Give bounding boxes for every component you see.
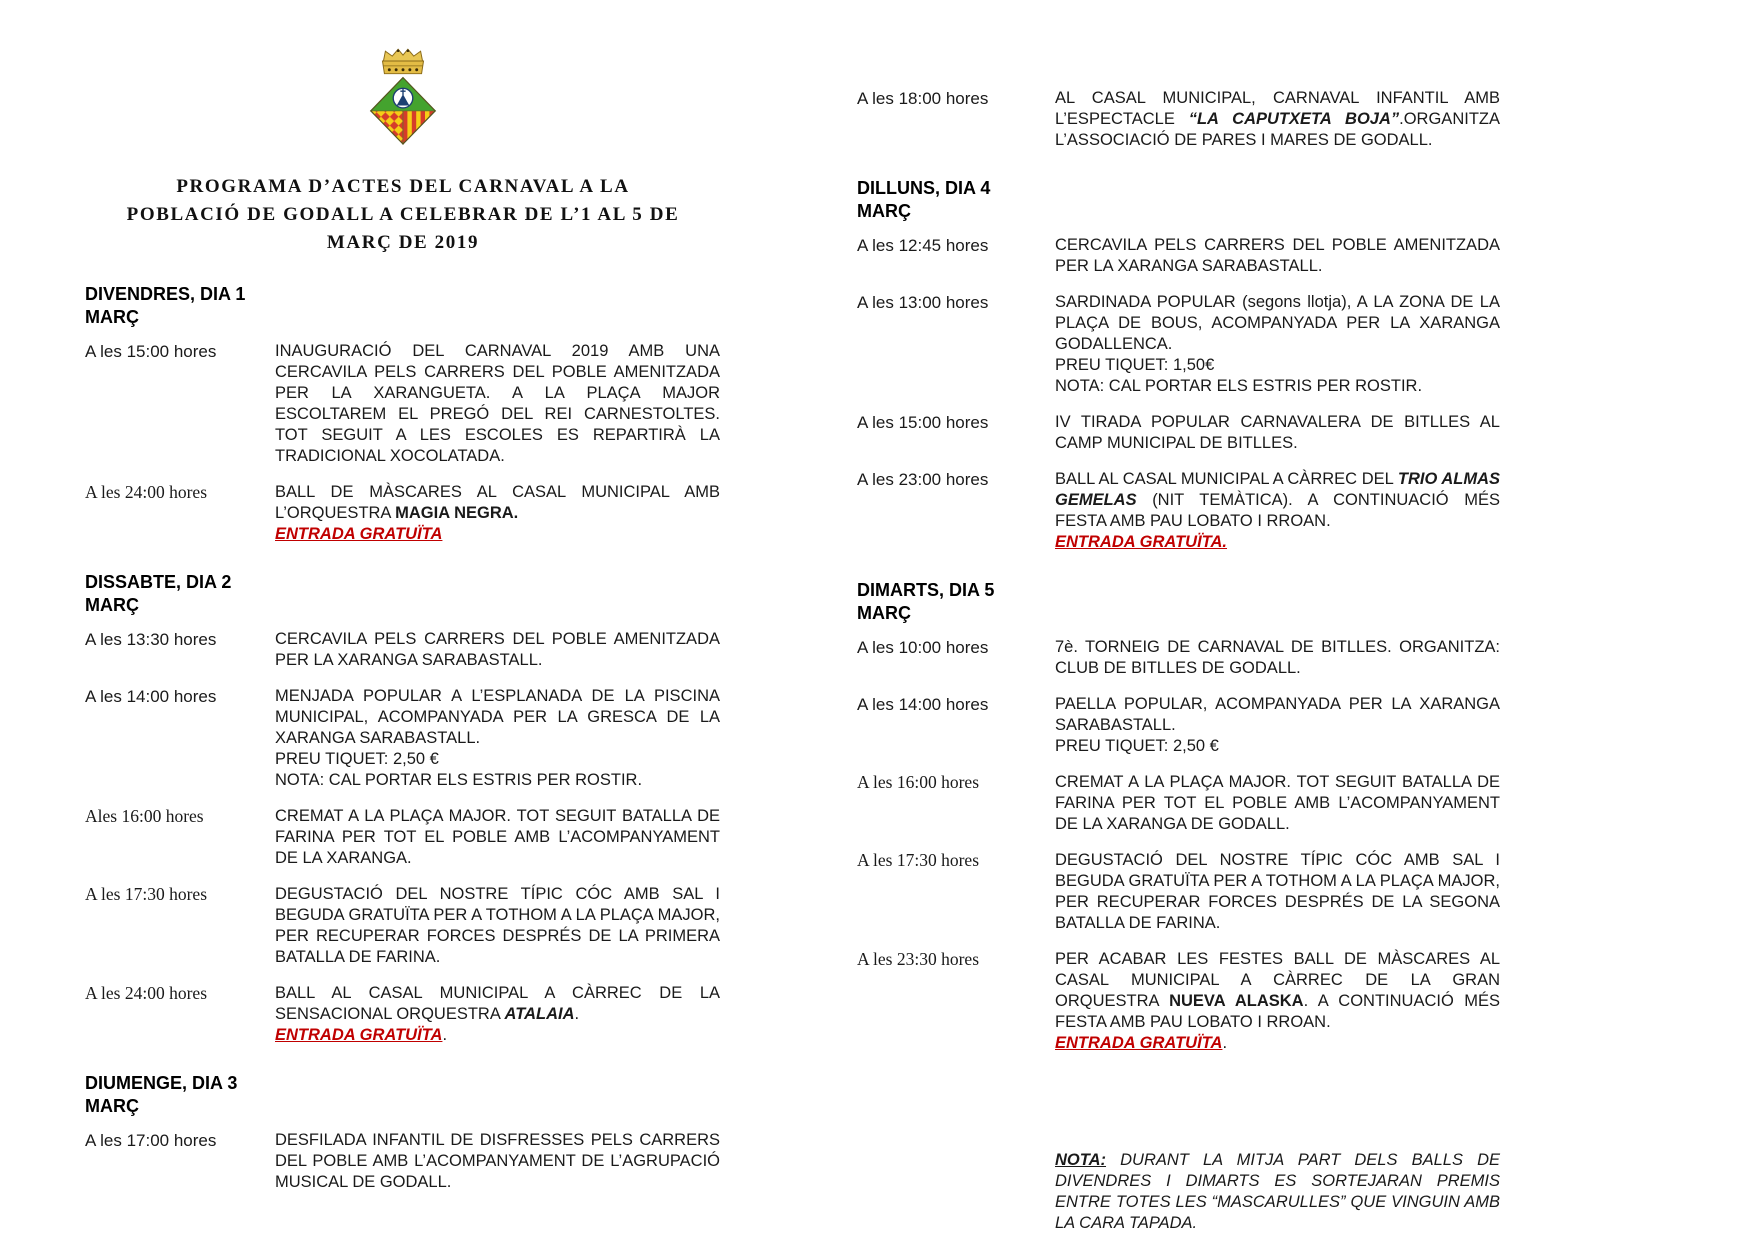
event-description	[275, 482, 720, 545]
event-time: A les 14:00 hores	[857, 695, 989, 714]
text-segment: NUEVA ALASKA	[1169, 992, 1304, 1010]
event-description	[275, 686, 720, 791]
event-description	[1055, 694, 1500, 757]
text-segment: AL CASAL MUNICIPAL, CARNAVAL INFANTIL AMB L’ESPECTACLE	[1055, 89, 1500, 128]
event-time: A les 13:30 hores	[85, 630, 217, 649]
day-header-line: DIVENDRES, DIA 1	[85, 284, 246, 304]
text-segment: ENTRADA GRATUÏTA	[275, 1026, 443, 1044]
text-segment: .ORGANITZA L’ASSOCIACIÓ DE PARES I MARES DE GODALL.	[1055, 110, 1500, 149]
crest-container	[85, 46, 721, 167]
event-row	[85, 482, 721, 545]
text-segment: PREU TIQUET: 1,50€	[1055, 356, 1215, 374]
event-description	[1055, 772, 1500, 835]
text-segment: MAGIA NEGRA.	[395, 504, 519, 522]
document-title	[85, 173, 721, 257]
event-time: A les 15:00 hores	[85, 342, 217, 361]
day-header	[85, 283, 721, 329]
text-segment: ENTRADA GRATUÏTA	[1055, 1034, 1223, 1052]
day-header-line: MARÇ	[85, 1096, 139, 1116]
title-line: POBLACIÓ DE GODALL A CELEBRAR DE L’1 AL 5 DE	[126, 204, 680, 225]
event-row	[857, 694, 1502, 757]
event-time: A les 17:30 hores	[85, 884, 208, 904]
event-row	[85, 806, 721, 869]
text-segment: ATALAIA	[504, 1005, 575, 1023]
text-segment: BALL AL CASAL MUNICIPAL A CÀRREC DEL	[1055, 470, 1398, 488]
event-row	[857, 949, 1502, 1054]
text-segment: PER ACABAR LES FESTES BALL DE MÀSCARES AL CASAL MUNICIPAL A CÀRREC DE LA GRAN ORQUESTRA	[1055, 950, 1500, 1010]
day-header-line: DIMARTS, DIA 5	[857, 580, 995, 600]
text-segment: BALL DE MÀSCARES AL CASAL MUNICIPAL AMB L’ORQUESTRA	[275, 483, 720, 522]
event-row	[85, 884, 721, 968]
godall-coat-of-arms-icon	[359, 46, 447, 162]
event-description	[275, 806, 720, 869]
event-row	[857, 235, 1502, 277]
text-segment: NOTA: CAL PORTAR ELS ESTRIS PER ROSTIR.	[1055, 377, 1423, 395]
event-description	[275, 983, 720, 1046]
event-description	[1055, 292, 1500, 397]
text-segment: (NIT TEMÀTICA). A CONTINUACIÓ MÉS FESTA AMB PAU LOBATO I RROAN.	[1055, 491, 1500, 530]
event-description	[275, 1130, 720, 1193]
text-segment: CREMAT A LA PLAÇA MAJOR. TOT SEGUIT BATALLA DE FARINA PER TOT EL POBLE AMB L’ACOMPANYAMENT DE LA XARANGA DE GODALL.	[1055, 773, 1500, 833]
text-segment: DURANT LA MITJA PART DELS BALLS DE DIVENDRES I DIMARTS ES SORTEJARAN PREMIS ENTRE TOTES LES “MASCARULLES” QUE VINGUIN AMB LA CARA TAPADA.	[1055, 1151, 1500, 1232]
day-header-line: MARÇ	[85, 595, 139, 615]
text-segment: “LA CAPUTXETA BOJA”	[1188, 110, 1400, 128]
event-row	[85, 629, 721, 671]
event-description	[1055, 850, 1500, 934]
event-time: A les 23:30 hores	[857, 949, 980, 969]
day-header	[85, 571, 721, 617]
text-segment: NOTA: CAL PORTAR ELS ESTRIS PER ROSTIR.	[275, 771, 643, 789]
text-segment: SARDINADA POPULAR (segons llotja), A LA ZONA DE LA PLAÇA DE BOUS, ACOMPANYADA PER LA XARANGA GODALLENCA.	[1055, 293, 1500, 353]
text-segment: CERCAVILA PELS CARRERS DEL POBLE AMENITZADA PER LA XARANGA SARABASTALL.	[1055, 236, 1500, 275]
event-description	[1055, 88, 1500, 151]
event-description	[1055, 949, 1500, 1054]
title-line: PROGRAMA D’ACTES DEL CARNAVAL A LA	[176, 176, 630, 197]
text-segment: CREMAT A LA PLAÇA MAJOR. TOT SEGUIT BATALLA DE FARINA PER TOT EL POBLE AMB L’ACOMPANYAMENT DE LA XARANGA.	[275, 807, 720, 867]
text-segment: TRIO ALMAS GEMELAS	[1055, 470, 1500, 509]
event-description	[1055, 637, 1500, 679]
text-segment: MENJADA POPULAR A L’ESPLANADA DE LA PISCINA MUNICIPAL, ACOMPANYADA PER LA GRESCA DE LA XARANGA SARABASTALL.	[275, 687, 720, 747]
day-header	[857, 579, 1502, 625]
event-row	[85, 686, 721, 791]
event-description	[1055, 469, 1500, 553]
text-segment: DEGUSTACIÓ DEL NOSTRE TÍPIC CÓC AMB SAL I BEGUDA GRATUÏTA PER A TOTHOM A LA PLAÇA MAJOR, PER RECUPERAR FORCES DESPRÉS DE LA SEGONA BATALLA DE FARINA.	[1055, 851, 1500, 932]
text-segment: .	[442, 1026, 448, 1044]
event-row	[857, 412, 1502, 454]
shield-icon	[371, 78, 436, 144]
text-segment: 7è. TORNEIG DE CARNAVAL DE BITLLES. ORGANITZA: CLUB DE BITLLES DE GODALL.	[1055, 638, 1500, 677]
text-segment: IV TIRADA POPULAR CARNAVALERA DE BITLLES AL CAMP MUNICIPAL DE BITLLES.	[1055, 413, 1500, 452]
day-header	[85, 1072, 721, 1118]
day-header-line: MARÇ	[85, 307, 139, 327]
day-header-line: DISSABTE, DIA 2	[85, 572, 232, 592]
note-text	[1055, 1150, 1500, 1234]
event-row	[857, 88, 1502, 151]
text-segment: INAUGURACIÓ DEL CARNAVAL 2019 AMB UNA CERCAVILA PELS CARRERS DEL POBLE AMENITZADA PER LA XARANGUETA. A LA PLAÇA MAJOR ESCOLTAREM EL PREGÓ DEL REI CARNESTOLTES. TOT SEGUIT A LES ESCOLES ES REPARTIRÀ LA TRADICIONAL XOCOLATADA.	[275, 342, 720, 465]
crown-icon	[382, 49, 423, 73]
text-segment: BALL AL CASAL MUNICIPAL A CÀRREC DE LA SENSACIONAL ORQUESTRA	[275, 984, 720, 1023]
text-segment: CERCAVILA PELS CARRERS DEL POBLE AMENITZADA PER LA XARANGA SARABASTALL.	[275, 630, 720, 669]
event-row	[85, 1130, 721, 1193]
event-row	[857, 637, 1502, 679]
event-description	[1055, 235, 1500, 277]
event-time: A les 17:30 hores	[857, 850, 980, 870]
event-description	[275, 884, 720, 968]
title-line: MARÇ DE 2019	[326, 232, 480, 253]
event-time: A les 15:00 hores	[857, 413, 989, 432]
event-time: A les 10:00 hores	[857, 638, 989, 657]
event-description	[1055, 412, 1500, 454]
left-column	[85, 0, 721, 1193]
day-header-line: DIUMENGE, DIA 3	[85, 1073, 238, 1093]
event-time: A les 16:00 hores	[857, 772, 980, 792]
event-time: A les 24:00 hores	[85, 983, 208, 1003]
event-row	[85, 341, 721, 467]
day-header-line: MARÇ	[857, 603, 911, 623]
text-segment: .	[1222, 1034, 1228, 1052]
text-segment: DESFILADA INFANTIL DE DISFRESSES PELS CARRERS DEL POBLE AMB L’ACOMPANYAMENT DE L’AGRUPACIÓ MUSICAL DE GODALL.	[275, 1131, 720, 1191]
event-time: A les 13:00 hores	[857, 293, 989, 312]
event-description	[275, 629, 720, 671]
note-row	[857, 1150, 1502, 1234]
roundel-icon	[393, 88, 413, 108]
event-description	[275, 341, 720, 467]
event-time: A les 18:00 hores	[857, 89, 989, 108]
text-segment: . A CONTINUACIÓ MÉS FESTA AMB PAU LOBATO I RROAN.	[1055, 992, 1501, 1031]
day-header-line: MARÇ	[857, 201, 911, 221]
event-time: A les 24:00 hores	[85, 482, 208, 502]
day-header	[857, 177, 1502, 223]
event-row	[857, 850, 1502, 934]
event-time: A les 14:00 hores	[85, 687, 217, 706]
text-segment: PREU TIQUET: 2,50 €	[275, 750, 439, 768]
text-segment: ENTRADA GRATUÏTA	[275, 525, 443, 543]
event-time: A les 17:00 hores	[85, 1131, 217, 1150]
text-segment: DEGUSTACIÓ DEL NOSTRE TÍPIC CÓC AMB SAL I BEGUDA GRATUÏTA PER A TOTHOM A LA PLAÇA MAJOR, PER RECUPERAR FORCES DESPRÉS DE LA PRIMERA BATALLA DE FARINA.	[275, 885, 720, 966]
text-segment: NOTA:	[1055, 1151, 1107, 1169]
text-segment: ENTRADA GRATUÏTA.	[1055, 533, 1228, 551]
event-time: Ales 16:00 hores	[85, 806, 204, 826]
event-row	[857, 469, 1502, 553]
text-segment: .	[574, 1005, 580, 1023]
text-segment: PAELLA POPULAR, ACOMPANYADA PER LA XARANGA SARABASTALL.	[1055, 695, 1500, 734]
text-segment: PREU TIQUET: 2,50 €	[1055, 737, 1219, 755]
day-header-line: DILLUNS, DIA 4	[857, 178, 991, 198]
event-time: A les 12:45 hores	[857, 236, 989, 255]
event-time: A les 23:00 hores	[857, 470, 989, 489]
event-row	[85, 983, 721, 1046]
event-row	[857, 292, 1502, 397]
right-column	[857, 0, 1502, 1234]
event-row	[857, 772, 1502, 835]
